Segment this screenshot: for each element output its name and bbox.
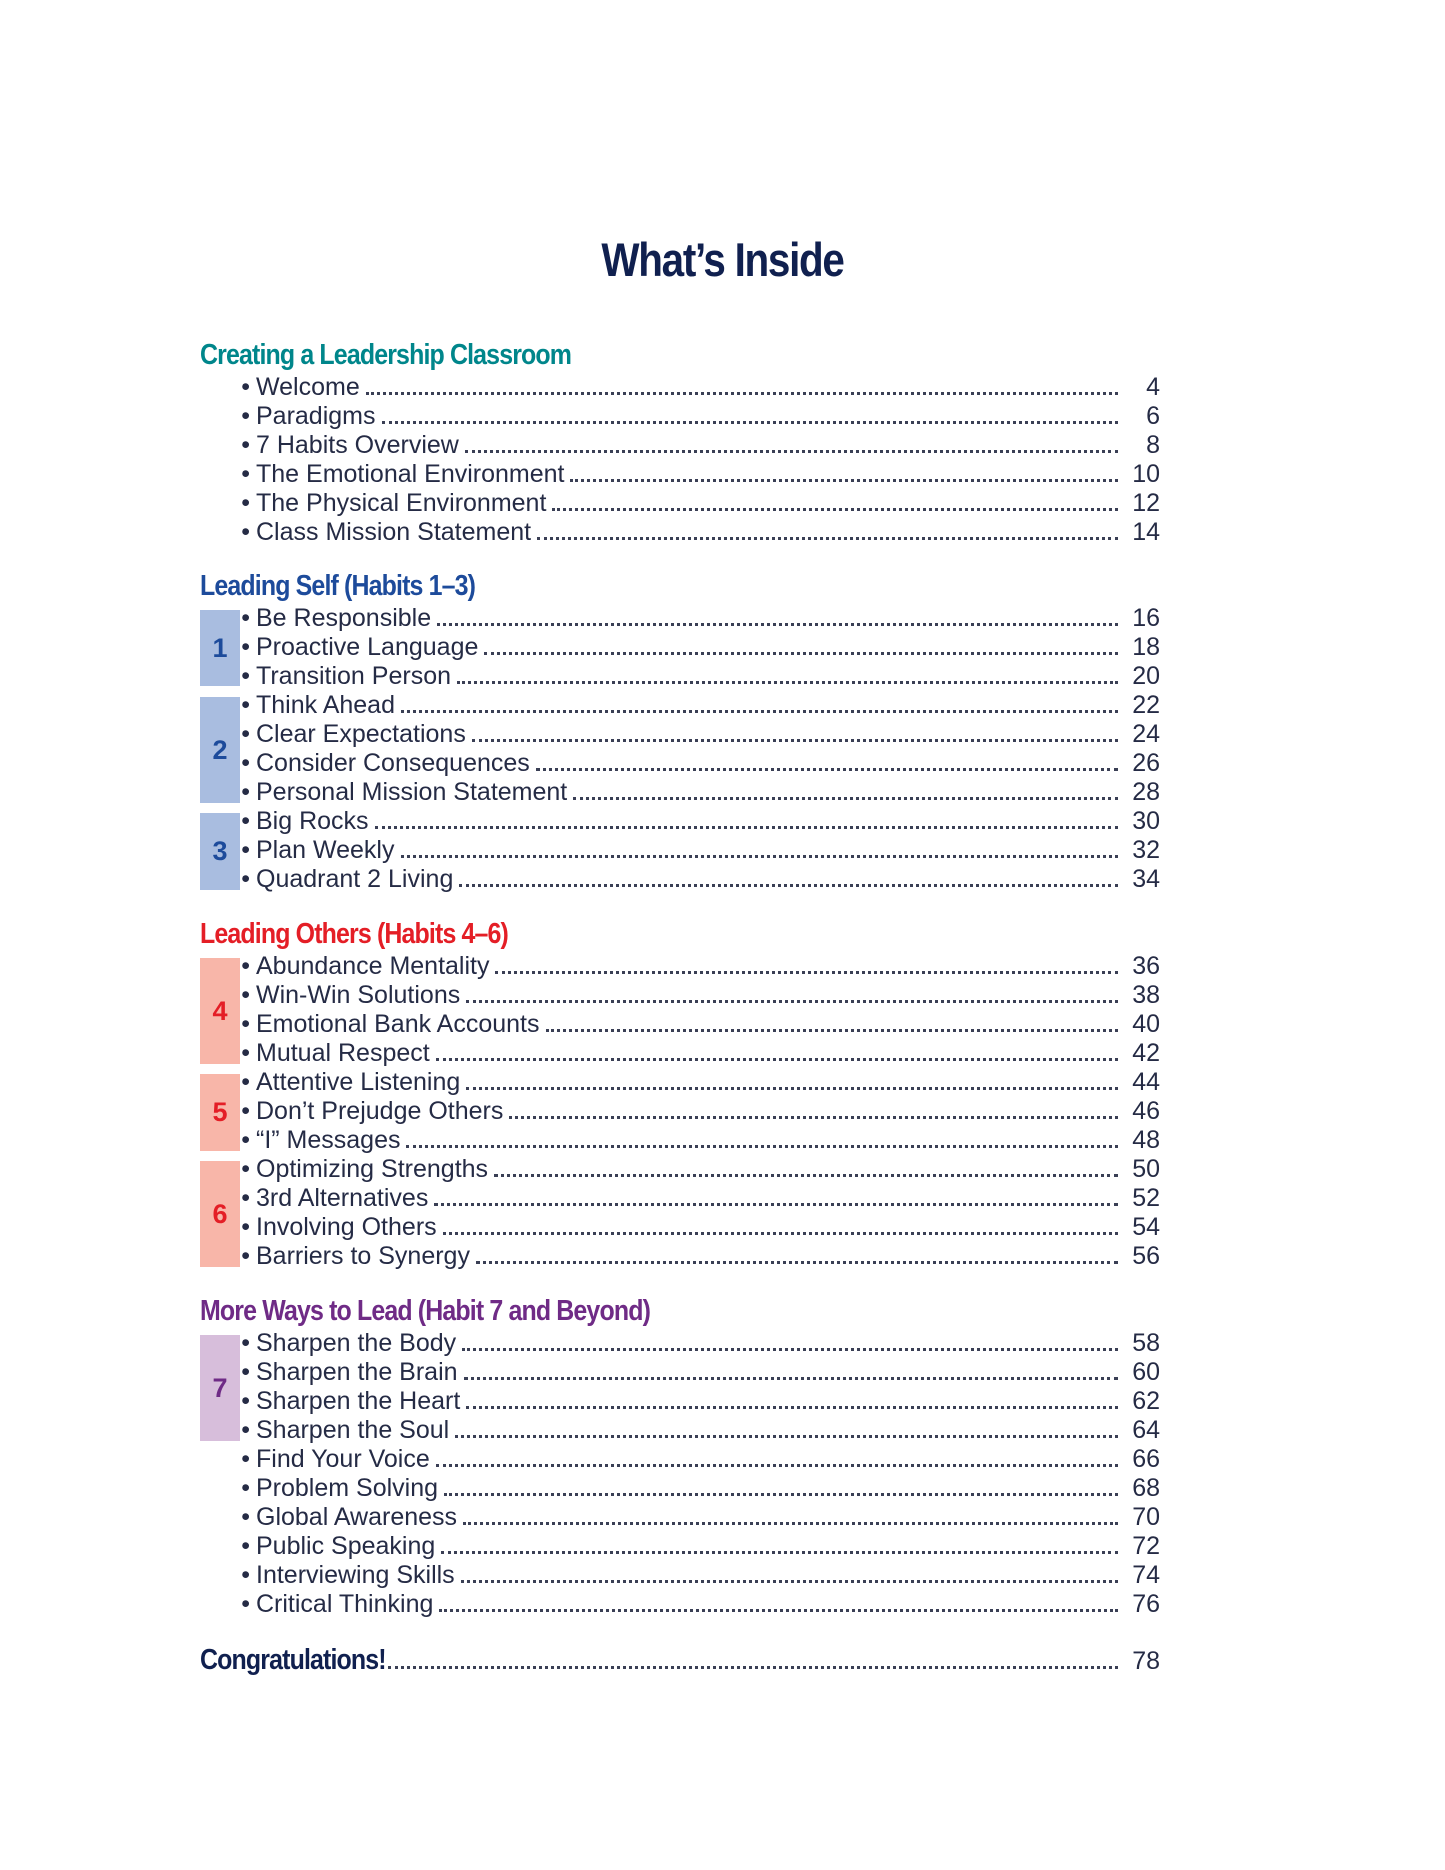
entry-label: Mutual Respect (256, 1039, 430, 1067)
bullet: • (241, 1039, 250, 1067)
page-number: 6 (1146, 402, 1160, 430)
dot-leader (457, 681, 1118, 684)
dot-leader (388, 1666, 1118, 1669)
page-number: 60 (1132, 1358, 1160, 1386)
bullet: • (241, 836, 250, 864)
bullet: • (241, 981, 250, 1009)
entry-label: Clear Expectations (256, 720, 466, 748)
dot-leader (476, 1261, 1118, 1264)
page-number: 10 (1132, 460, 1160, 488)
entry-label: Think Ahead (256, 691, 395, 719)
toc-entry[interactable] (200, 518, 1160, 547)
dot-leader (434, 1203, 1118, 1206)
bullet: • (241, 1445, 250, 1473)
toc-entry[interactable] (200, 633, 1160, 662)
entry-label: The Emotional Environment (256, 460, 565, 488)
entry-label: Win-Win Solutions (256, 981, 461, 1009)
page-number: 24 (1132, 720, 1160, 748)
entry-label: Public Speaking (256, 1532, 436, 1560)
bullet: • (241, 518, 250, 546)
bullet: • (241, 720, 250, 748)
bullet: • (241, 1416, 250, 1444)
section-leading-self (200, 568, 1160, 894)
section-creating-leadership-classroom (200, 337, 1160, 547)
toc-entry[interactable] (200, 981, 1160, 1010)
toc-entry[interactable] (200, 836, 1160, 865)
page-number: 68 (1132, 1474, 1160, 1502)
toc-entry[interactable] (200, 1561, 1160, 1590)
dot-leader (443, 1232, 1118, 1235)
entry-label: Transition Person (256, 662, 451, 690)
entry-label: Critical Thinking (256, 1590, 434, 1618)
page-number: 66 (1132, 1445, 1160, 1473)
dot-leader (573, 797, 1118, 800)
entry-label: Problem Solving (256, 1474, 439, 1502)
dot-leader (439, 1609, 1118, 1612)
dot-leader (495, 971, 1118, 974)
section-heading: Leading Self (Habits 1–3) (200, 570, 476, 602)
dot-leader (466, 1000, 1118, 1003)
toc-entry[interactable] (200, 1590, 1160, 1619)
page-number: 54 (1132, 1213, 1160, 1241)
page-number: 30 (1132, 807, 1160, 835)
entry-label: Emotional Bank Accounts (256, 1010, 540, 1038)
entry-label: Plan Weekly (256, 836, 395, 864)
bullet: • (241, 489, 250, 517)
dot-leader (464, 1377, 1118, 1380)
page-number: 16 (1132, 604, 1160, 632)
entry-label: Personal Mission Statement (256, 778, 568, 806)
dot-leader (536, 768, 1118, 771)
toc-entry[interactable] (200, 1097, 1160, 1126)
entry-label: Consider Consequences (256, 749, 530, 777)
section-more-ways-to-lead (200, 1293, 1160, 1619)
entry-label: 7 Habits Overview (256, 431, 459, 459)
toc-entry[interactable] (200, 720, 1160, 749)
congratulations-heading: Congratulations! (200, 1644, 386, 1676)
dot-leader (437, 623, 1118, 626)
page-number: 20 (1132, 662, 1160, 690)
page-number: 4 (1146, 373, 1160, 401)
toc-entry[interactable] (200, 1503, 1160, 1532)
bullet: • (241, 1155, 250, 1183)
toc-entry[interactable] (200, 1039, 1160, 1068)
bullet: • (241, 1097, 250, 1125)
dot-leader (455, 1435, 1118, 1438)
toc-entry[interactable] (200, 1445, 1160, 1474)
bullet: • (241, 604, 250, 632)
page-number: 42 (1132, 1039, 1160, 1067)
toc-entry[interactable] (200, 1329, 1160, 1358)
toc-entry[interactable] (200, 1184, 1160, 1213)
dot-leader (441, 1551, 1118, 1554)
toc-entry[interactable] (200, 431, 1160, 460)
page-number: 46 (1132, 1097, 1160, 1125)
toc-entry[interactable] (200, 1068, 1160, 1097)
bullet: • (241, 402, 250, 430)
dot-leader (406, 1145, 1118, 1148)
dot-leader (401, 710, 1118, 713)
toc-entry[interactable] (200, 489, 1160, 518)
dot-leader (466, 1406, 1118, 1409)
toc-entry[interactable] (200, 952, 1160, 981)
bullet: • (241, 749, 250, 777)
toc-entry[interactable] (200, 1213, 1160, 1242)
entry-label: Proactive Language (256, 633, 479, 661)
habit-4-tab: 4 (200, 958, 240, 1064)
page-number: 36 (1132, 952, 1160, 980)
dot-leader (366, 392, 1118, 395)
bullet: • (241, 1213, 250, 1241)
habit-6-tab: 6 (200, 1161, 240, 1267)
page-number: 8 (1146, 431, 1160, 459)
dot-leader (463, 1522, 1118, 1525)
toc-entry[interactable] (200, 1010, 1160, 1039)
bullet: • (241, 1387, 250, 1415)
bullet: • (241, 460, 250, 488)
entry-label: Quadrant 2 Living (256, 865, 454, 893)
bullet: • (241, 1561, 250, 1589)
dot-leader (444, 1493, 1118, 1496)
dot-leader (375, 826, 1118, 829)
toc-entry[interactable] (200, 1474, 1160, 1503)
entry-label: Involving Others (256, 1213, 437, 1241)
page-number: 72 (1132, 1532, 1160, 1560)
section-heading: More Ways to Lead (Habit 7 and Beyond) (200, 1295, 651, 1327)
entry-label: Class Mission Statement (256, 518, 532, 546)
habit-1-tab: 1 (200, 610, 240, 686)
page-number: 70 (1132, 1503, 1160, 1531)
page-number: 52 (1132, 1184, 1160, 1212)
page-number: 50 (1132, 1155, 1160, 1183)
page-number: 62 (1132, 1387, 1160, 1415)
dot-leader (465, 450, 1118, 453)
bullet: • (241, 1503, 250, 1531)
dot-leader (494, 1174, 1118, 1177)
entry-label: Interviewing Skills (256, 1561, 455, 1589)
bullet: • (241, 1474, 250, 1502)
dot-leader (436, 1058, 1118, 1061)
bullet: • (241, 1242, 250, 1270)
bullet: • (241, 952, 250, 980)
dot-leader (472, 739, 1118, 742)
habit-7-tab: 7 (200, 1335, 240, 1441)
page-number: 26 (1132, 749, 1160, 777)
dot-leader (462, 1348, 1118, 1351)
toc-entry[interactable] (200, 691, 1160, 720)
toc-entry[interactable] (200, 1416, 1160, 1445)
entry-label: Barriers to Synergy (256, 1242, 470, 1270)
bullet: • (241, 807, 250, 835)
entry-label: Sharpen the Heart (256, 1387, 461, 1415)
bullet: • (241, 662, 250, 690)
bullet: • (241, 1329, 250, 1357)
dot-leader (382, 421, 1119, 424)
entry-label: “I” Messages (256, 1126, 401, 1154)
entry-label: Don’t Prejudge Others (256, 1097, 504, 1125)
section-heading: Creating a Leadership Classroom (200, 339, 572, 371)
bullet: • (241, 633, 250, 661)
toc-entry[interactable] (200, 1358, 1160, 1387)
entry-label: The Physical Environment (256, 489, 547, 517)
entry-list (200, 952, 1160, 1271)
page-number: 76 (1132, 1590, 1160, 1618)
habit-3-tab: 3 (200, 813, 240, 890)
toc-entry[interactable] (200, 749, 1160, 778)
page-number: 32 (1132, 836, 1160, 864)
dot-leader (546, 1029, 1119, 1032)
bullet: • (241, 691, 250, 719)
dot-leader (436, 1464, 1118, 1467)
page-number: 78 (1132, 1647, 1160, 1675)
bullet: • (241, 1590, 250, 1618)
page-number: 34 (1132, 865, 1160, 893)
toc-entry[interactable] (200, 402, 1160, 431)
entry-list (200, 373, 1160, 547)
entry-label: Welcome (256, 373, 360, 401)
page-number: 12 (1132, 489, 1160, 517)
bullet: • (241, 1358, 250, 1386)
page-number: 64 (1132, 1416, 1160, 1444)
dot-leader (459, 884, 1118, 887)
entry-label: Attentive Listening (256, 1068, 461, 1096)
toc-entry[interactable] (200, 865, 1160, 894)
page-number: 56 (1132, 1242, 1160, 1270)
dot-leader (484, 652, 1118, 655)
toc-entry[interactable] (200, 1155, 1160, 1184)
page-number: 44 (1132, 1068, 1160, 1096)
toc-entry[interactable] (200, 604, 1160, 633)
dot-leader (552, 508, 1118, 511)
toc-entry[interactable] (200, 1532, 1160, 1561)
entry-label: Big Rocks (256, 807, 369, 835)
entry-label: Sharpen the Body (256, 1329, 457, 1357)
section-heading: Leading Others (Habits 4–6) (200, 918, 509, 950)
bullet: • (241, 431, 250, 459)
toc-entry-congratulations[interactable] (200, 1642, 1160, 1678)
entry-label: 3rd Alternatives (256, 1184, 429, 1212)
page-number: 58 (1132, 1329, 1160, 1357)
page-number: 18 (1132, 633, 1160, 661)
habit-2-tab: 2 (200, 697, 240, 803)
entry-label: Abundance Mentality (256, 952, 490, 980)
bullet: • (241, 1010, 250, 1038)
entry-list (200, 604, 1160, 894)
entry-label: Paradigms (256, 402, 376, 430)
page-number: 28 (1132, 778, 1160, 806)
toc-entry[interactable] (200, 373, 1160, 402)
entry-label: Be Responsible (256, 604, 432, 632)
toc-entry[interactable] (200, 460, 1160, 489)
page-title: What’s Inside (601, 233, 844, 286)
entry-label: Global Awareness (256, 1503, 458, 1531)
dot-leader (466, 1087, 1118, 1090)
toc-entry[interactable] (200, 778, 1160, 807)
entry-label: Find Your Voice (256, 1445, 430, 1473)
toc-entry[interactable] (200, 662, 1160, 691)
page-number: 38 (1132, 981, 1160, 1009)
bullet: • (241, 1068, 250, 1096)
dot-leader (537, 537, 1118, 540)
page-number: 48 (1132, 1126, 1160, 1154)
dot-leader (570, 479, 1118, 482)
bullet: • (241, 778, 250, 806)
dot-leader (401, 855, 1119, 858)
habit-5-tab: 5 (200, 1074, 240, 1151)
page-number: 74 (1132, 1561, 1160, 1589)
entry-label: Optimizing Strengths (256, 1155, 489, 1183)
page-number: 40 (1132, 1010, 1160, 1038)
bullet: • (241, 865, 250, 893)
bullet: • (241, 1126, 250, 1154)
toc-entry[interactable] (200, 1387, 1160, 1416)
toc-entry[interactable] (200, 1242, 1160, 1271)
dot-leader (461, 1580, 1118, 1583)
bullet: • (241, 373, 250, 401)
toc-entry[interactable] (200, 807, 1160, 836)
entry-label: Sharpen the Soul (256, 1416, 450, 1444)
bullet: • (241, 1184, 250, 1212)
entry-label: Sharpen the Brain (256, 1358, 458, 1386)
page-number: 22 (1132, 691, 1160, 719)
toc-entry[interactable] (200, 1126, 1160, 1155)
page-number: 14 (1132, 518, 1160, 546)
section-leading-others (200, 916, 1160, 1271)
bullet: • (241, 1532, 250, 1560)
dot-leader (509, 1116, 1118, 1119)
entry-list (200, 1329, 1160, 1619)
